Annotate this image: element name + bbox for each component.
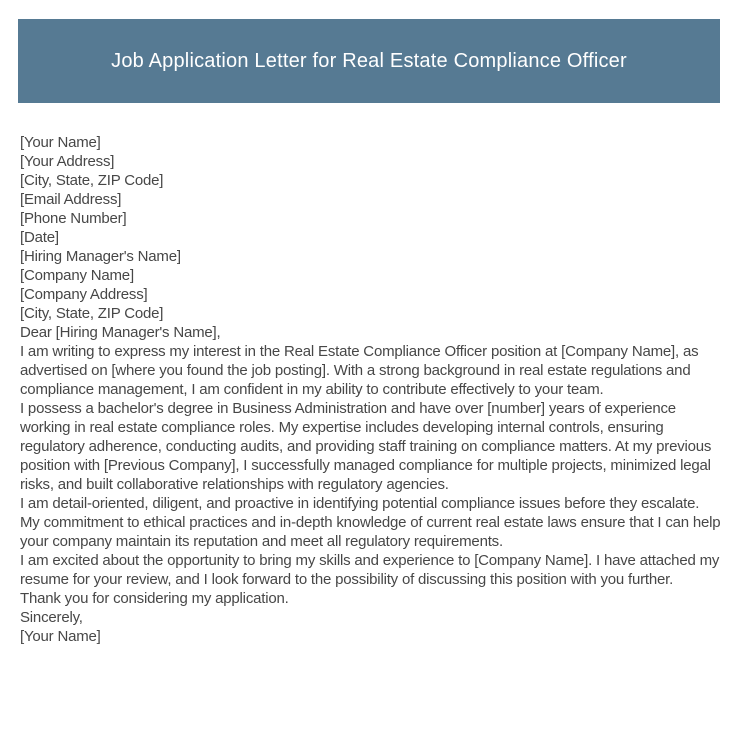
thanks-line: Thank you for considering my application. bbox=[20, 590, 289, 607]
paragraph-closing: I am excited about the opportunity to bring my skills and experience to [Company Name]. I have attached my resume for your review, and I look forward to the possibility of discussing this position with you further. bbox=[20, 552, 720, 588]
paragraph-qualities: I am detail-oriented, diligent, and proactive in identifying potential compliance issues before they escalate. My commitment to ethical practices and in-depth knowledge of current real estate laws ensure that I can help your company maintain its reputation and meet all regulatory requirements. bbox=[20, 495, 721, 550]
signature-line: [Your Name] bbox=[20, 628, 101, 645]
paragraph-introduction: I am writing to express my interest in the Real Estate Compliance Officer position at [Company Name], as advertised on [where you found the job posting]. With a strong background in real estate regulations and compliance management, I am confident in my ability to contribute effectively to your team. bbox=[20, 343, 699, 398]
sender-address-line: [Your Address] bbox=[20, 153, 115, 170]
date-line: [Date] bbox=[20, 229, 59, 246]
sender-name-line: [Your Name] bbox=[20, 134, 101, 151]
signoff-line: Sincerely, bbox=[20, 609, 83, 626]
page-title: Job Application Letter for Real Estate Compliance Officer bbox=[111, 49, 627, 72]
sender-city-line: [City, State, ZIP Code] bbox=[20, 172, 164, 189]
manager-name-line: [Hiring Manager's Name] bbox=[20, 248, 181, 265]
company-name-line: [Company Name] bbox=[20, 267, 134, 284]
salutation-line: Dear [Hiring Manager's Name], bbox=[20, 324, 221, 341]
letter-template-page bbox=[0, 19, 740, 646]
company-city-line: [City, State, ZIP Code] bbox=[20, 305, 164, 322]
company-address-line: [Company Address] bbox=[20, 286, 148, 303]
title-banner bbox=[18, 19, 720, 103]
email-address-line: [Email Address] bbox=[20, 191, 122, 208]
phone-number-line: [Phone Number] bbox=[20, 210, 127, 227]
paragraph-experience: I possess a bachelor's degree in Business Administration and have over [number] years of experience working in real estate compliance roles. My expertise includes developing internal controls, ensuring regulatory adherence, conducting audits, and providing staff training on compliance matters. At my previous position with [Previous Company], I successfully managed compliance for multiple projects, minimized legal risks, and built collaborative relationships with regulatory agencies. bbox=[20, 400, 712, 493]
letter-body bbox=[20, 133, 722, 646]
